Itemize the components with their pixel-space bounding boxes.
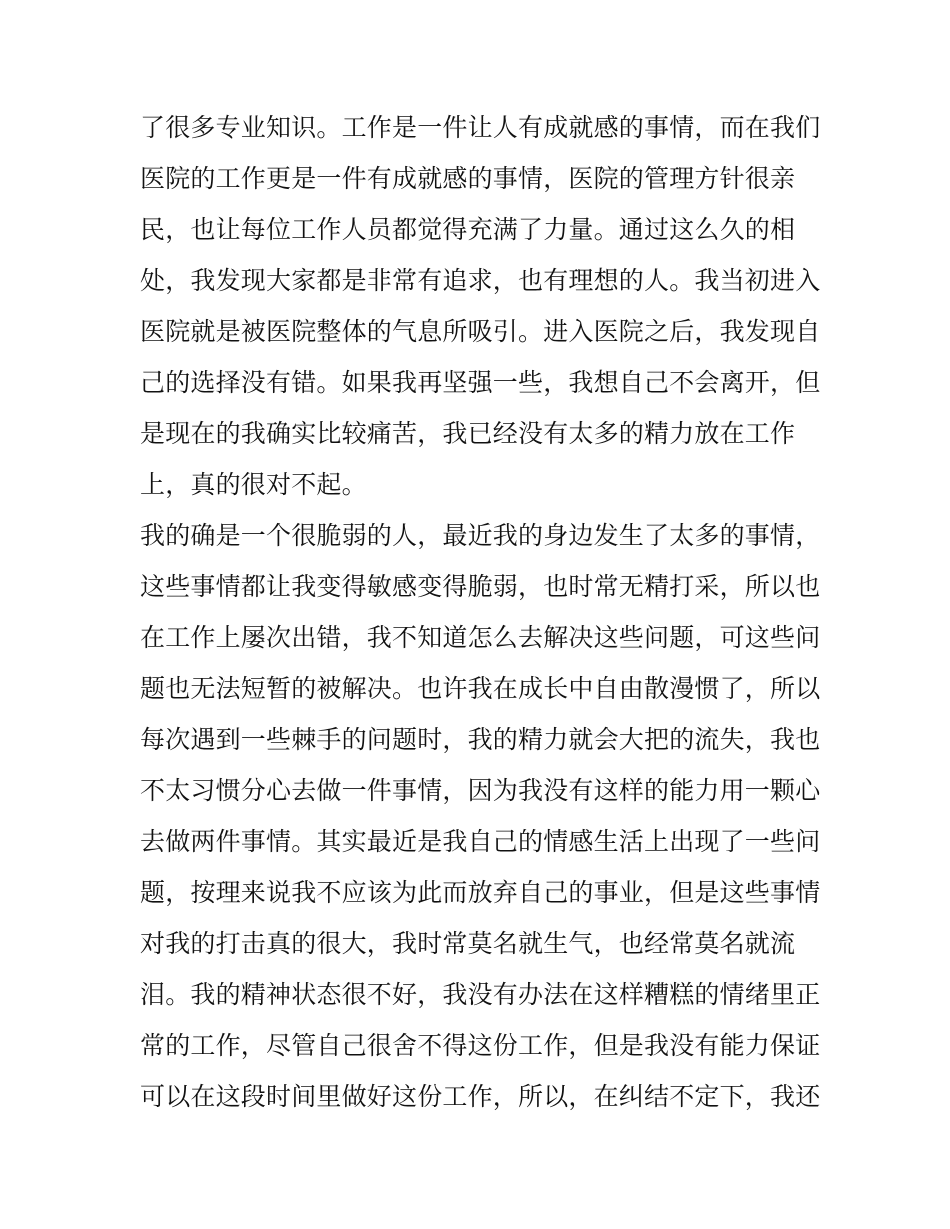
text-line: 常的工作，尽管自己很舍不得这份工作，但是我没有能力保证	[140, 1031, 820, 1060]
text-line: 医院的工作更是一件有成就感的事情，医院的管理方针很亲	[140, 164, 796, 193]
text-line: 题，按理来说我不应该为此而放弃自己的事业，但是这些事情	[140, 878, 820, 907]
text-line: 民，也让每位工作人员都觉得充满了力量。通过这么久的相	[140, 215, 796, 244]
text-line: 泪。我的精神状态很不好，我没有办法在这样糟糕的情绪里正	[140, 980, 820, 1009]
text-line: 我的确是一个很脆弱的人，最近我的身边发生了太多的事情，	[140, 521, 820, 550]
text-line: 不太习惯分心去做一件事情，因为我没有这样的能力用一颗心	[140, 776, 820, 805]
text-line: 对我的打击真的很大，我时常莫名就生气，也经常莫名就流	[140, 929, 796, 958]
text-line: 己的选择没有错。如果我再坚强一些，我想自己不会离开，但	[140, 368, 820, 397]
text-line: 去做两件事情。其实最近是我自己的情感生活上出现了一些问	[140, 827, 820, 856]
text-line: 上，真的很对不起。	[140, 470, 367, 499]
text-line: 题也无法短暂的被解决。也许我在成长中自由散漫惯了，所以	[140, 674, 820, 703]
text-line: 医院就是被医院整体的气息所吸引。进入医院之后，我发现自	[140, 317, 820, 346]
text-line: 这些事情都让我变得敏感变得脆弱，也时常无精打采，所以也	[140, 572, 820, 601]
text-line: 了很多专业知识。工作是一件让人有成就感的事情，而在我们	[140, 113, 820, 142]
text-line: 在工作上屡次出错，我不知道怎么去解决这些问题，可这些问	[140, 623, 820, 652]
text-line: 是现在的我确实比较痛苦，我已经没有太多的精力放在工作	[140, 419, 796, 448]
text-line: 每次遇到一些棘手的问题时，我的精力就会大把的流失，我也	[140, 725, 820, 754]
body-text	[140, 102, 820, 1122]
text-line: 处，我发现大家都是非常有追求，也有理想的人。我当初进入	[140, 266, 820, 295]
text-line: 可以在这段时间里做好这份工作，所以，在纠结不定下，我还	[140, 1082, 820, 1111]
